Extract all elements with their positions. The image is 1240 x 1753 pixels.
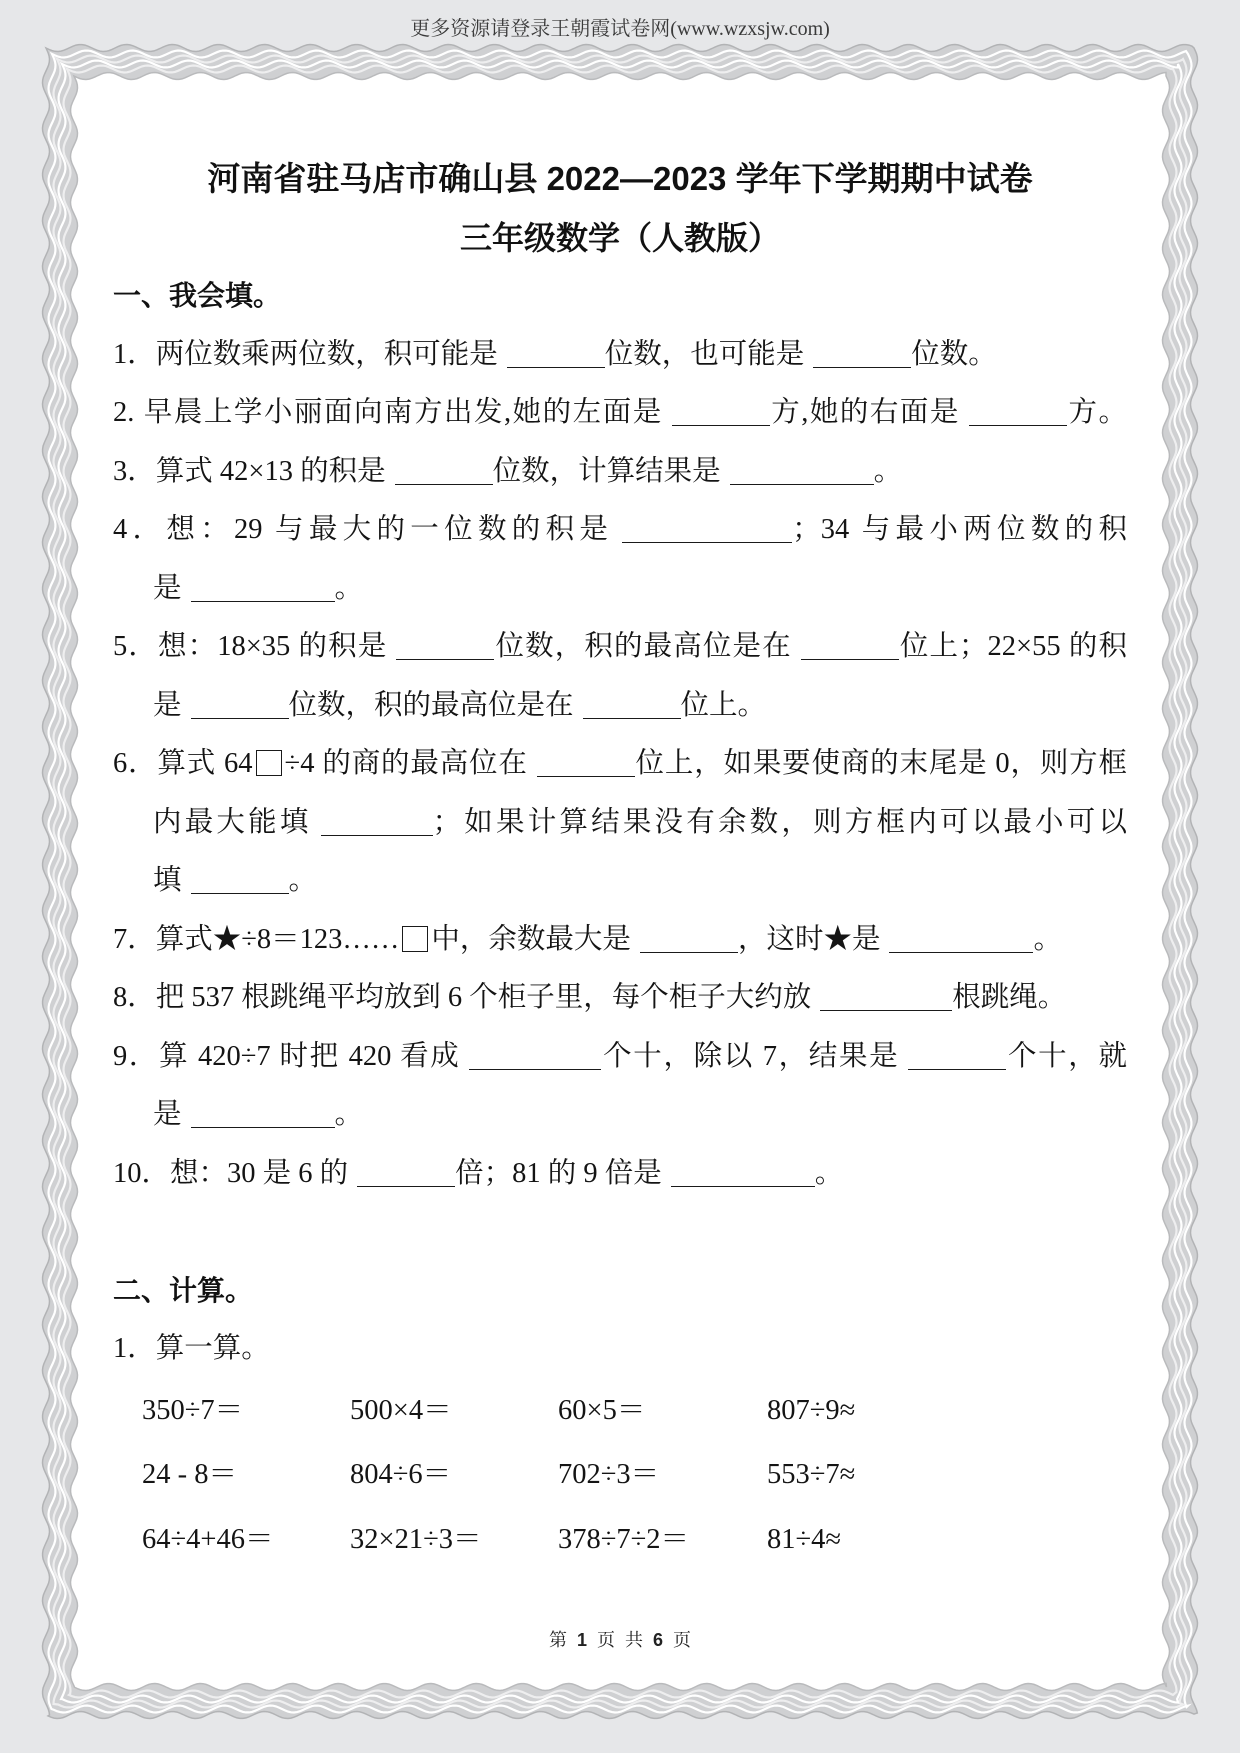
question-text: ÷4 的商的最高位在 xyxy=(284,748,528,779)
question-number: 8． xyxy=(113,982,156,1013)
question-number: 9． xyxy=(113,1040,160,1072)
question-text: 是 xyxy=(153,572,182,604)
question-text: 两位数乘两位数，积可能是 xyxy=(155,338,498,370)
calc-item: 553÷7≈ xyxy=(767,1459,856,1490)
question-text: 想：18×35 的积是 xyxy=(158,631,388,662)
calc-item: 24 - 8＝ xyxy=(142,1459,237,1490)
answer-blank xyxy=(908,1067,1006,1070)
answer-blank xyxy=(537,774,635,777)
question-text: 内最大能填 xyxy=(153,806,312,838)
question-text: 算式 64 xyxy=(157,748,253,779)
question-9 xyxy=(113,1028,1127,1087)
exam-title: 河南省驻马店市确山县 2022—2023 学年下学期期中试卷 xyxy=(207,160,1033,197)
question-text: 中，余数最大是 xyxy=(431,923,631,955)
answer-blank xyxy=(357,1184,455,1187)
answer-blank xyxy=(801,657,899,660)
question-text: 是 xyxy=(153,1099,182,1130)
answer-blank xyxy=(730,482,874,485)
calc-item: 64÷4+46＝ xyxy=(142,1523,274,1555)
calc-item: 378÷7÷2＝ xyxy=(558,1523,690,1555)
answer-blank xyxy=(820,1008,952,1011)
page-footer xyxy=(0,1627,1240,1653)
question-text: 。 xyxy=(288,865,318,896)
question-number: 2. xyxy=(113,397,135,428)
section-spacer xyxy=(113,1203,1127,1262)
answer-blank xyxy=(507,365,605,368)
answer-blank xyxy=(672,423,770,426)
question-number: 5． xyxy=(113,631,158,662)
answer-blank xyxy=(583,716,681,719)
subsection-heading: 1．算一算。 xyxy=(113,1333,270,1364)
question-number: 1． xyxy=(113,338,156,370)
calc-item: 350÷7＝ xyxy=(142,1394,244,1426)
question-text: 。 xyxy=(873,455,903,487)
question-text: 是 xyxy=(153,689,182,721)
question-4-continued xyxy=(113,560,1127,619)
answer-blank xyxy=(671,1184,815,1187)
question-7 xyxy=(113,911,1127,970)
calc-item: 32×21÷3＝ xyxy=(350,1523,482,1555)
footer-page-prefix: 第 xyxy=(548,1630,567,1650)
question-6-continued xyxy=(113,794,1127,853)
question-number: 10． xyxy=(113,1157,171,1189)
answer-blank xyxy=(191,1125,335,1128)
question-text: 个十，就 xyxy=(1006,1040,1127,1072)
footer-total-prefix: 共 xyxy=(625,1630,643,1650)
question-text: ；34 与最小两位数的积 xyxy=(792,514,1127,545)
question-4 xyxy=(113,501,1127,560)
question-text: 算式 42×13 的积是 xyxy=(155,455,386,487)
footer-total-suffix: 页 xyxy=(673,1630,692,1650)
question-number: 3． xyxy=(113,455,156,487)
question-6-continued-2 xyxy=(113,852,1127,911)
question-number: 6． xyxy=(113,748,158,779)
question-1 xyxy=(113,326,1127,385)
question-6 xyxy=(113,735,1127,794)
footer-page-suffix: 页 xyxy=(597,1630,615,1650)
question-5 xyxy=(113,618,1127,677)
question-text: 。 xyxy=(1033,923,1062,955)
calc-item: 804÷6＝ xyxy=(350,1459,452,1490)
question-text: 根跳绳。 xyxy=(952,982,1067,1013)
question-text: 位上；22×55 的积 xyxy=(898,631,1127,662)
section-1-heading: 一、我会填。 xyxy=(113,280,282,311)
calc-item: 500×4＝ xyxy=(350,1394,452,1426)
remainder-box xyxy=(402,926,428,952)
question-3 xyxy=(113,443,1127,502)
answer-blank xyxy=(321,833,433,836)
question-text: 。 xyxy=(814,1157,844,1189)
question-text: 位数，也可能是 xyxy=(604,338,805,370)
exam-page-content xyxy=(113,150,1127,1572)
question-9-continued xyxy=(113,1086,1127,1145)
footer-total-pages: 6 xyxy=(653,1630,664,1650)
footer-page-number: 1 xyxy=(576,1630,587,1650)
answer-blank xyxy=(469,1067,601,1070)
question-text: 算 420÷7 时把 420 看成 xyxy=(159,1040,461,1072)
question-text: 方。 xyxy=(1066,397,1127,428)
question-text: 想：30 是 6 的 xyxy=(170,1157,349,1189)
question-text: ，这时★是 xyxy=(737,923,881,955)
digit-box xyxy=(256,750,282,776)
answer-blank xyxy=(969,423,1067,426)
question-10 xyxy=(113,1145,1127,1204)
answer-blank xyxy=(191,716,289,719)
question-2 xyxy=(113,384,1127,443)
question-text: 位上。 xyxy=(680,689,767,721)
calc-item: 807÷9≈ xyxy=(767,1394,856,1426)
question-text: 早晨上学小丽面向南方出发,她的左面是 xyxy=(142,397,663,428)
question-8 xyxy=(113,969,1127,1028)
question-number: 7． xyxy=(113,923,156,955)
question-text: 填 xyxy=(153,865,182,896)
answer-blank xyxy=(889,950,1033,953)
calculation-grid xyxy=(113,1379,1127,1573)
question-text: 位上，如果要使商的末尾是 0，则方框 xyxy=(634,748,1127,779)
question-text: 位数，计算结果是 xyxy=(492,455,721,487)
question-text: 位数。 xyxy=(911,338,997,370)
question-text: 个十，除以 7，结果是 xyxy=(601,1040,900,1072)
question-text: 。 xyxy=(334,572,364,604)
answer-blank xyxy=(640,950,738,953)
question-text: 想：29 与最大的一位数的积是 xyxy=(166,514,614,545)
question-text: 倍；81 的 9 倍是 xyxy=(455,1157,662,1189)
question-text: ；如果计算结果没有余数，则方框内可以最小可以 xyxy=(432,806,1127,838)
question-text: 位数，积的最高位是在 xyxy=(288,689,574,721)
exam-subtitle: 三年级数学（人教版） xyxy=(459,219,780,256)
answer-blank xyxy=(191,891,289,894)
answer-blank xyxy=(396,657,494,660)
answer-blank xyxy=(813,365,911,368)
section-2-heading: 二、计算。 xyxy=(113,1274,254,1306)
question-5-continued xyxy=(113,677,1127,736)
question-text: 。 xyxy=(334,1099,364,1130)
answer-blank xyxy=(622,540,792,543)
question-text: 把 537 根跳绳平均放到 6 个柜子里，每个柜子大约放 xyxy=(155,982,812,1013)
calc-item: 81÷4≈ xyxy=(767,1523,842,1555)
answer-blank xyxy=(191,599,335,602)
calc-item: 702÷3＝ xyxy=(558,1459,660,1490)
question-number: 4． xyxy=(113,514,167,545)
website-note: 更多资源请登录王朝霞试卷网(www.wzxsjw.com) xyxy=(410,18,830,40)
question-text: 方,她的右面是 xyxy=(769,397,960,428)
question-text: 位数，积的最高位是在 xyxy=(494,631,792,662)
calc-item: 60×5＝ xyxy=(558,1394,646,1426)
question-text: 算式★÷8＝123…… xyxy=(155,923,400,955)
answer-blank xyxy=(395,482,493,485)
